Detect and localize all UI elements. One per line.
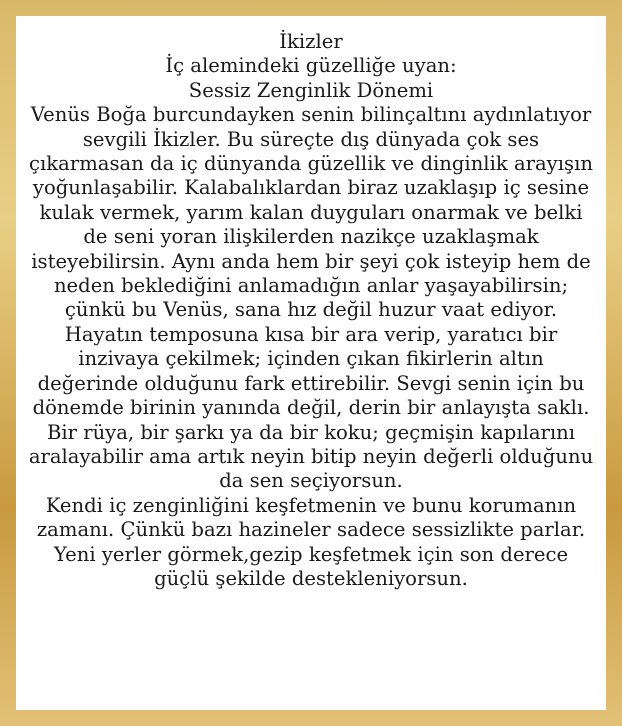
body-line: aralayabilir ama artık neyin bitip neyin değerli olduğunu: [28, 444, 594, 468]
body-line: çünkü bu Venüs, sana hız değil huzur vaat ediyor.: [64, 298, 558, 322]
body-line: da sen seçiyorsun.: [219, 469, 403, 493]
horoscope-text: [20, 30, 602, 591]
body-line: de seni yoran ilişkilerden nazikçe uzaklaşmak: [83, 225, 539, 249]
body-line: Bir rüya, bir şarkı ya da bir koku; geçmişin kapılarını: [46, 420, 576, 444]
body-line: neden beklediğini anlamadığın anlar yaşayabilirsin;: [53, 274, 569, 298]
body-line: Kendi iç zenginliğini keşfetmenin ve bunu korumanın: [45, 493, 577, 517]
body-line: Venüs Boğa burcundayken senin bilinçaltını aydınlatıyor: [30, 103, 592, 127]
body-line: yoğunlaşabilir. Kalabalıklardan biraz uzaklaşıp iç sesine: [32, 176, 590, 200]
body-line: dönemde birinin yanında değil, derin bir anlayışta saklı.: [32, 396, 590, 420]
body-line: sevgili İkizler. Bu süreçte dış dünyada çok ses: [82, 127, 540, 151]
body-line: zamanı. Çünkü bazı hazineler sadece sessizlikte parlar.: [36, 518, 586, 542]
period-title: Sessiz Zenginlik Dönemi: [188, 78, 434, 102]
body-line: kulak vermek, yarım kalan duyguları onarmak ve belki: [39, 200, 583, 224]
body-line: çıkarmasan da iç dünyanda güzellik ve dinginlik arayışın: [29, 152, 593, 176]
content-panel: [16, 16, 606, 710]
body-line: inzivaya çekilmek; içinden çıkan fikirlerin altın: [78, 347, 544, 371]
body-line: Hayatın temposuna kısa bir ara verip, yaratıcı bir: [64, 322, 558, 346]
body-line: değerinde olduğunu fark ettirebilir. Sevgi senin için bu: [37, 371, 585, 395]
subtitle: İç alemindeki güzelliğe uyan:: [165, 54, 457, 78]
sign-title: İkizler: [279, 30, 343, 53]
body-line: güçlü şekilde destekleniyorsun.: [154, 566, 468, 590]
body-line: isteyebilirsin. Aynı anda hem bir şeyi çok isteyip hem de: [31, 249, 591, 273]
body-line: Yeni yerler görmek,gezip keşfetmek için son derece: [53, 542, 569, 566]
